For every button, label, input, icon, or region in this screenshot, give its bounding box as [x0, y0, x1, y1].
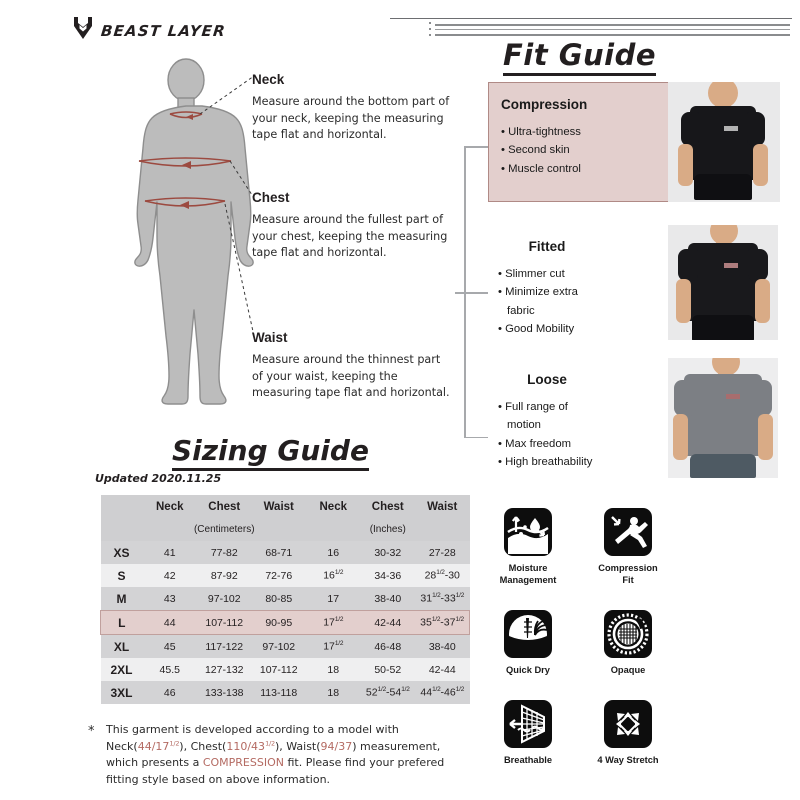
footnote-chest-label: Chest(	[190, 739, 227, 753]
measure-callout-neck	[252, 72, 452, 144]
fit-block-text	[489, 83, 607, 178]
fit-guide-title: Fit Guide	[503, 38, 656, 76]
column-header: Waist	[415, 495, 470, 518]
compression-shirt-photo	[668, 82, 780, 202]
fit-block-loose	[488, 358, 778, 478]
feature-breathable	[484, 700, 572, 766]
neck-in-cell: 16	[306, 541, 361, 564]
feature-label: Quick Dry	[506, 665, 550, 676]
fit-block-bullets	[489, 123, 607, 178]
fit-block-title: Compression	[501, 97, 588, 112]
list-item: • High breathability	[498, 453, 606, 471]
chest-in-cell: 38-40	[361, 587, 416, 611]
waist-in-cell: $44^{1/2}-46^{1/2}$	[415, 681, 470, 704]
neck-in-cell: $17^{1/2}$	[306, 611, 361, 635]
callout-title: Chest	[252, 190, 290, 205]
units-imperial: (Inches)	[306, 518, 470, 541]
list-item: • Second skin	[501, 141, 607, 159]
quick-dry-icon	[504, 610, 552, 658]
neck-in-cell: 18	[306, 658, 361, 681]
neck-in-cell: 17	[306, 587, 361, 611]
list-item: • Ultra-tightness	[501, 123, 607, 141]
fit-block-bullets	[488, 265, 606, 338]
size-cell: XL	[101, 635, 143, 659]
column-header: Waist	[252, 495, 307, 518]
size-cell: S	[101, 564, 143, 587]
neck-cm-cell: 43	[143, 587, 198, 611]
column-header	[101, 495, 143, 518]
feature-quick-dry	[484, 610, 572, 676]
body-diagram	[112, 58, 260, 441]
feature-opaque	[584, 610, 672, 676]
size-cell: 2XL	[101, 658, 143, 681]
chest-cm-cell: 77-82	[197, 541, 252, 564]
chest-in-cell: 30-32	[361, 541, 416, 564]
size-cell: M	[101, 587, 143, 611]
footnote-chest-value: $110/43^{1/2}$	[226, 739, 275, 753]
column-header: Neck	[143, 495, 198, 518]
table-row	[101, 587, 470, 611]
footnote-line-3-pre: which presents a	[106, 756, 203, 770]
fit-guide-bracket	[464, 146, 488, 438]
waist-cm-cell: 107-112	[252, 658, 307, 681]
column-header: Chest	[197, 495, 252, 518]
footnote-waist-close: ) measurement,	[352, 739, 441, 753]
waist-cm-cell: 113-118	[252, 681, 307, 704]
feature-label: Compression Fit	[598, 563, 658, 586]
neck-in-cell: 18	[306, 681, 361, 704]
compression-fit-icon	[604, 508, 652, 556]
divider-dots	[429, 22, 431, 36]
breathable-icon	[504, 700, 552, 748]
list-item-continuation: motion	[507, 419, 541, 432]
table-row	[101, 681, 470, 704]
waist-in-cell: 42-44	[415, 658, 470, 681]
chest-in-cell: 34-36	[361, 564, 416, 587]
size-cell: L	[101, 611, 143, 635]
neck-cm-cell: 41	[143, 541, 198, 564]
waist-cm-cell: 72-76	[252, 564, 307, 587]
list-item-continuation: fabric	[507, 304, 535, 317]
table-row	[101, 541, 470, 564]
measure-callout-chest	[252, 190, 452, 262]
table-row	[101, 658, 470, 681]
waist-in-cell: 38-40	[415, 635, 470, 659]
list-item: • Slimmer cut	[498, 265, 606, 283]
neck-in-cell: $17^{1/2}$	[306, 635, 361, 659]
callout-title: Neck	[252, 72, 285, 87]
neck-cm-cell: 46	[143, 681, 198, 704]
footnote-neck-close: ),	[179, 739, 191, 753]
callout-text: Measure around the bottom part of your neck, keeping the measuring tape flat and horizontal.	[252, 95, 450, 142]
callout-text: Measure around the fullest part of your chest, keeping the measuring tape flat and horizontal.	[252, 213, 448, 260]
brand-name: BEAST LAYER	[100, 21, 227, 40]
list-item: • Max freedom	[498, 435, 606, 453]
table-row	[101, 611, 470, 635]
waist-cm-cell: 90-95	[252, 611, 307, 635]
fit-block-text	[488, 358, 606, 471]
chest-in-cell: 46-48	[361, 635, 416, 659]
chest-cm-cell: 127-132	[197, 658, 252, 681]
footnote-line-3-post: fit. Please find your prefered	[283, 756, 445, 770]
waist-cm-cell: 68-71	[252, 541, 307, 564]
neck-cm-cell: 44	[143, 611, 198, 635]
four-way-stretch-icon	[604, 700, 652, 748]
footnote-star: *	[88, 724, 95, 739]
list-item: • Minimize extra	[498, 283, 606, 301]
size-cell: 3XL	[101, 681, 143, 704]
footnote	[88, 722, 468, 789]
fit-block-title: Loose	[527, 372, 567, 387]
waist-in-cell: $35^{1/2}-37^{1/2}$	[415, 611, 470, 635]
chest-cm-cell: 107-112	[197, 611, 252, 635]
neck-in-cell: $16^{1/2}$	[306, 564, 361, 587]
list-item: • Good Mobility	[498, 320, 606, 338]
chest-cm-cell: 133-138	[197, 681, 252, 704]
callout-title: Waist	[252, 330, 288, 345]
column-header: Chest	[361, 495, 416, 518]
feature-compression-fit	[584, 508, 672, 586]
list-item: • Full range of	[498, 398, 606, 416]
top-divider-line-4	[435, 34, 790, 36]
footnote-line-4: fitting style based on above information.	[106, 773, 331, 787]
neck-cm-cell: 45.5	[143, 658, 198, 681]
opaque-icon	[604, 610, 652, 658]
footnote-waist-label: Waist(	[286, 739, 321, 753]
footnote-line-1: This garment is developed according to a model with	[106, 723, 399, 736]
feature-label: Breathable	[503, 755, 553, 766]
waist-in-cell: 27-28	[415, 541, 470, 564]
chest-cm-cell: 97-102	[197, 587, 252, 611]
table-units-row	[101, 518, 470, 541]
waist-in-cell: $28^{1/2}-30$	[415, 564, 470, 587]
chest-in-cell: 50-52	[361, 658, 416, 681]
waist-cm-cell: 80-85	[252, 587, 307, 611]
brand-logo	[72, 16, 226, 45]
feature-label: 4 Way Stretch	[597, 755, 659, 766]
table-header-row	[101, 495, 470, 518]
measure-callout-waist	[252, 330, 452, 402]
column-header: Neck	[306, 495, 361, 518]
footnote-fit-word: COMPRESSION	[202, 756, 284, 770]
top-divider-line-2	[435, 24, 790, 26]
footnote-chest-close: ),	[274, 739, 287, 753]
top-divider-line-3	[435, 29, 790, 30]
table-row	[101, 564, 470, 587]
footnote-neck-value: $44/17^{1/2}$	[137, 739, 180, 753]
chest-in-cell: $52^{1/2}-54^{1/2}$	[361, 681, 416, 704]
callout-text: Measure around the thinnest part of your waist, keeping the measuring tape flat and horizontal.	[252, 353, 450, 400]
fit-block-text	[488, 225, 606, 338]
neck-cm-cell: 42	[143, 564, 198, 587]
feature-label: Moisture Management	[499, 563, 557, 586]
beast-head-icon	[72, 16, 94, 45]
loose-shirt-photo	[668, 358, 778, 478]
chest-in-cell: 42-44	[361, 611, 416, 635]
feature-icons-grid	[484, 508, 672, 766]
footnote-neck-label: Neck(	[106, 739, 138, 753]
table-row	[101, 635, 470, 659]
units-spacer	[101, 518, 143, 541]
moisture-management-icon	[504, 508, 552, 556]
chest-cm-cell: 87-92	[197, 564, 252, 587]
feature-moisture-management	[484, 508, 572, 586]
fit-block-title: Fitted	[528, 239, 566, 254]
fitted-shirt-photo	[668, 225, 778, 340]
top-divider-line	[390, 18, 792, 19]
footnote-waist-value: 94/37	[320, 739, 353, 753]
waist-cm-cell: 97-102	[252, 635, 307, 659]
feature-label: Opaque	[610, 665, 646, 676]
fit-block-bullets	[488, 398, 606, 471]
feature-4-way-stretch	[584, 700, 672, 766]
size-chart-table	[100, 495, 470, 704]
units-metric: (Centimeters)	[143, 518, 307, 541]
fit-block-fitted	[488, 225, 778, 340]
neck-cm-cell: 45	[143, 635, 198, 659]
fit-block-compression	[488, 82, 780, 202]
list-item: • Muscle control	[501, 160, 607, 178]
table-body	[101, 541, 470, 704]
waist-in-cell: $31^{1/2}-33^{1/2}$	[415, 587, 470, 611]
chest-cm-cell: 117-122	[197, 635, 252, 659]
sizing-guide-title: Sizing Guide	[172, 434, 369, 471]
size-cell: XS	[101, 541, 143, 564]
updated-date: Updated 2020.11.25	[95, 472, 222, 485]
